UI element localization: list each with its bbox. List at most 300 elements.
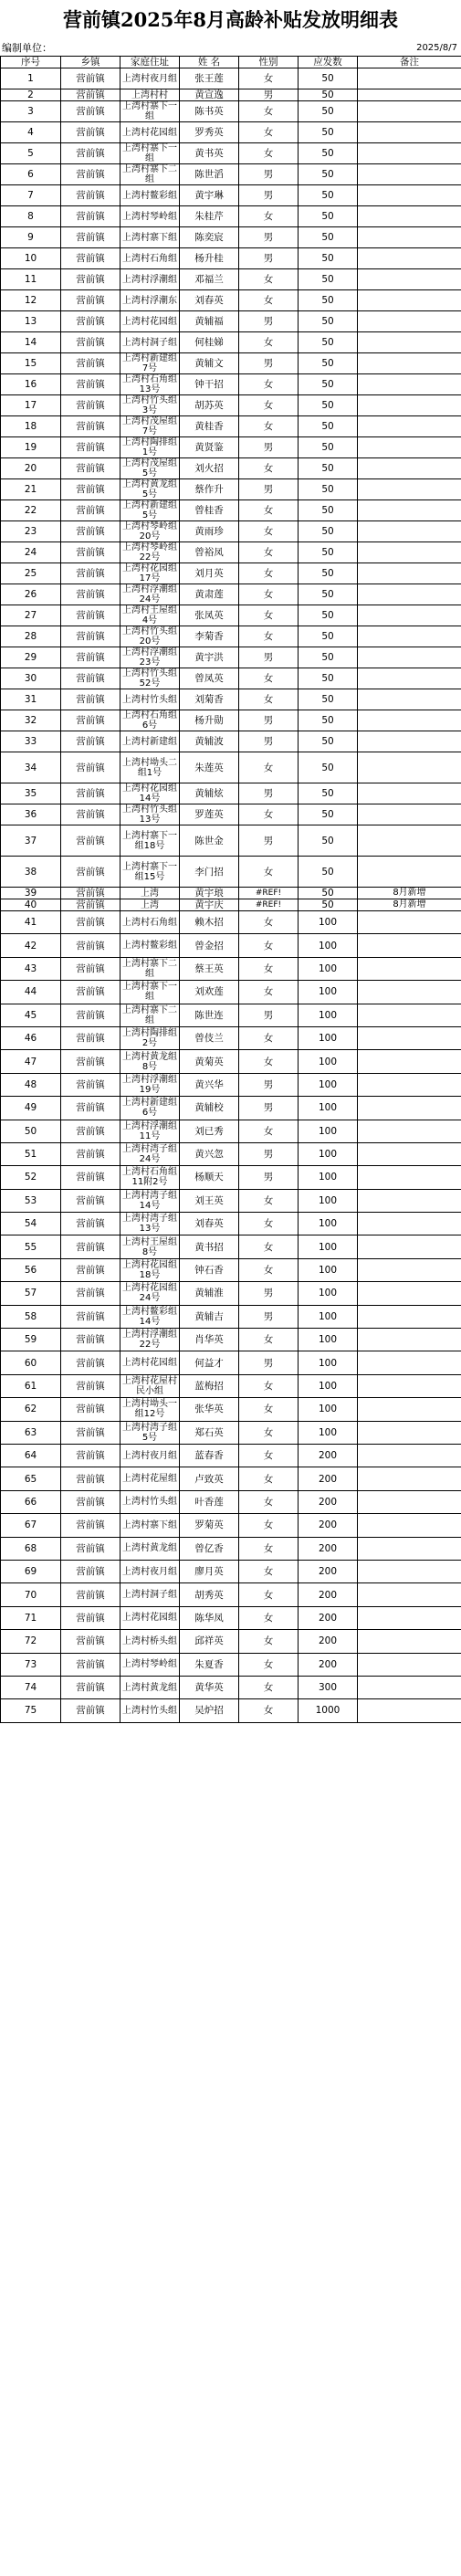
cell-sex: 女 bbox=[239, 395, 299, 416]
cell-no: 67 bbox=[1, 1514, 61, 1537]
cell-address: 上湾村寨下一组 bbox=[120, 981, 180, 1004]
cell-town: 营前镇 bbox=[61, 934, 120, 957]
cell-amount: 100 bbox=[299, 1351, 358, 1374]
table-row bbox=[1, 899, 461, 911]
cell-address: 上湾村竹头组13号 bbox=[120, 804, 180, 825]
table-row bbox=[1, 981, 461, 1004]
cell-address: 上湾村浮潮组19号 bbox=[120, 1073, 180, 1096]
cell-amount: 100 bbox=[299, 1282, 358, 1305]
table-row bbox=[1, 311, 461, 332]
cell-no: 26 bbox=[1, 584, 61, 605]
cell-no: 46 bbox=[1, 1026, 61, 1049]
cell-name: 钟干招 bbox=[180, 374, 239, 395]
cell-no: 58 bbox=[1, 1305, 61, 1328]
cell-address: 上湾村黄龙组8号 bbox=[120, 1050, 180, 1073]
cell-no: 36 bbox=[1, 804, 61, 825]
cell-name: 朱莲英 bbox=[180, 752, 239, 783]
cell-amount: 50 bbox=[299, 710, 358, 731]
table-row bbox=[1, 1282, 461, 1305]
table-row bbox=[1, 1166, 461, 1189]
cell-address: 上湾村浮潮组 bbox=[120, 269, 180, 290]
cell-amount: 50 bbox=[299, 122, 358, 143]
cell-address: 上湾村鳌彩组14号 bbox=[120, 1305, 180, 1328]
cell-town: 营前镇 bbox=[61, 1166, 120, 1189]
cell-town: 营前镇 bbox=[61, 1213, 120, 1235]
cell-sex: 女 bbox=[239, 626, 299, 647]
table-row bbox=[1, 888, 461, 899]
cell-sex: 女 bbox=[239, 143, 299, 164]
cell-name: 杨升桂 bbox=[180, 248, 239, 269]
cell-note bbox=[358, 1073, 461, 1096]
cell-note bbox=[358, 1142, 461, 1165]
cell-note bbox=[358, 248, 461, 269]
table-row bbox=[1, 1073, 461, 1096]
cell-address: 上湾村王屋组8号 bbox=[120, 1235, 180, 1258]
cell-note bbox=[358, 605, 461, 626]
cell-note bbox=[358, 563, 461, 584]
cell-no: 19 bbox=[1, 437, 61, 458]
cell-amount: 50 bbox=[299, 563, 358, 584]
cell-note bbox=[358, 1351, 461, 1374]
cell-address: 上湾村琴岭组20号 bbox=[120, 521, 180, 542]
cell-no: 61 bbox=[1, 1374, 61, 1397]
cell-note bbox=[358, 227, 461, 248]
cell-sex: 女 bbox=[239, 981, 299, 1004]
table-row bbox=[1, 1305, 461, 1328]
cell-town: 营前镇 bbox=[61, 1235, 120, 1258]
cell-town: 营前镇 bbox=[61, 248, 120, 269]
sheet-date: 2025/8/7 bbox=[416, 43, 457, 53]
table-row bbox=[1, 1444, 461, 1467]
cell-no: 63 bbox=[1, 1421, 61, 1444]
cell-address: 上湾村浮潮组22号 bbox=[120, 1329, 180, 1351]
cell-town: 营前镇 bbox=[61, 1305, 120, 1328]
cell-address: 上湾村坳头二组1号 bbox=[120, 752, 180, 783]
cell-address: 上湾村石角组6号 bbox=[120, 710, 180, 731]
table-row bbox=[1, 1514, 461, 1537]
cell-name: 黄宇琳 bbox=[180, 185, 239, 206]
cell-sex: 男 bbox=[239, 710, 299, 731]
cell-sex: 女 bbox=[239, 1514, 299, 1537]
cell-name: 黄兴忽 bbox=[180, 1142, 239, 1165]
cell-note bbox=[358, 1398, 461, 1421]
cell-address: 上湾村湾子组13号 bbox=[120, 1213, 180, 1235]
cell-note bbox=[358, 122, 461, 143]
cell-town: 营前镇 bbox=[61, 374, 120, 395]
cell-amount: 50 bbox=[299, 888, 358, 899]
cell-amount: 100 bbox=[299, 1142, 358, 1165]
table-row bbox=[1, 934, 461, 957]
cell-no: 69 bbox=[1, 1560, 61, 1582]
cell-town: 营前镇 bbox=[61, 752, 120, 783]
cell-address: 上湾村夜月组 bbox=[120, 1560, 180, 1582]
sheet-meta bbox=[0, 40, 461, 56]
cell-amount: 200 bbox=[299, 1490, 358, 1513]
cell-town: 营前镇 bbox=[61, 521, 120, 542]
cell-no: 57 bbox=[1, 1282, 61, 1305]
cell-amount: 50 bbox=[299, 101, 358, 122]
cell-note bbox=[358, 957, 461, 980]
table-row bbox=[1, 1329, 461, 1351]
col-header-amount: 应发数 bbox=[299, 57, 358, 68]
cell-no: 8 bbox=[1, 206, 61, 227]
cell-address: 上湾村寨下组 bbox=[120, 1514, 180, 1537]
cell-no: 24 bbox=[1, 542, 61, 563]
cell-sex: 男 bbox=[239, 1166, 299, 1189]
cell-no: 60 bbox=[1, 1351, 61, 1374]
cell-amount: 100 bbox=[299, 1189, 358, 1212]
cell-address: 上湾村寨下一组18号 bbox=[120, 825, 180, 857]
cell-name: 黄辅福 bbox=[180, 311, 239, 332]
cell-amount: 100 bbox=[299, 1398, 358, 1421]
cell-no: 51 bbox=[1, 1142, 61, 1165]
cell-sex: 女 bbox=[239, 1421, 299, 1444]
cell-note bbox=[358, 479, 461, 500]
cell-address: 上湾村花屋组 bbox=[120, 1467, 180, 1490]
cell-note bbox=[358, 1050, 461, 1073]
cell-town: 营前镇 bbox=[61, 888, 120, 899]
cell-no: 14 bbox=[1, 332, 61, 353]
cell-town: 营前镇 bbox=[61, 290, 120, 311]
cell-name: 杨升勋 bbox=[180, 710, 239, 731]
cell-amount: 50 bbox=[299, 542, 358, 563]
cell-name: 郑石英 bbox=[180, 1421, 239, 1444]
table-row bbox=[1, 1699, 461, 1722]
cell-address: 上湾村夜月组 bbox=[120, 1444, 180, 1467]
cell-note: 8月新增 bbox=[358, 888, 461, 899]
cell-sex: 女 bbox=[239, 1560, 299, 1582]
cell-sex: 男 bbox=[239, 185, 299, 206]
cell-no: 16 bbox=[1, 374, 61, 395]
cell-name: 刘春英 bbox=[180, 1213, 239, 1235]
cell-address: 上湾村琴岭组22号 bbox=[120, 542, 180, 563]
cell-sex: 女 bbox=[239, 689, 299, 710]
cell-amount: 50 bbox=[299, 185, 358, 206]
cell-town: 营前镇 bbox=[61, 710, 120, 731]
cell-sex: 女 bbox=[239, 563, 299, 584]
col-header-sex: 性别 bbox=[239, 57, 299, 68]
table-row bbox=[1, 752, 461, 783]
cell-name: 蓝梅招 bbox=[180, 1374, 239, 1397]
cell-amount: 50 bbox=[299, 353, 358, 374]
cell-sex: 男 bbox=[239, 1004, 299, 1026]
cell-town: 营前镇 bbox=[61, 1653, 120, 1676]
cell-no: 45 bbox=[1, 1004, 61, 1026]
cell-town: 营前镇 bbox=[61, 911, 120, 934]
cell-note bbox=[358, 1467, 461, 1490]
cell-amount: 50 bbox=[299, 804, 358, 825]
cell-amount: 50 bbox=[299, 290, 358, 311]
cell-note bbox=[358, 353, 461, 374]
cell-address: 上湾村湾子组24号 bbox=[120, 1142, 180, 1165]
cell-name: 何桂娣 bbox=[180, 332, 239, 353]
cell-address: 上湾 bbox=[120, 888, 180, 899]
cell-town: 营前镇 bbox=[61, 563, 120, 584]
cell-town: 营前镇 bbox=[61, 857, 120, 888]
cell-amount: 50 bbox=[299, 825, 358, 857]
cell-no: 38 bbox=[1, 857, 61, 888]
table-row bbox=[1, 668, 461, 689]
cell-sex: 男 bbox=[239, 1305, 299, 1328]
cell-sex: 男 bbox=[239, 479, 299, 500]
cell-no: 72 bbox=[1, 1630, 61, 1653]
table-row bbox=[1, 1537, 461, 1560]
cell-town: 营前镇 bbox=[61, 122, 120, 143]
cell-no: 55 bbox=[1, 1235, 61, 1258]
cell-address: 上湾村湾子组5号 bbox=[120, 1421, 180, 1444]
cell-address: 上湾村寨下一组15号 bbox=[120, 857, 180, 888]
cell-address: 上湾村琴岭组 bbox=[120, 206, 180, 227]
cell-name: 黄辅波 bbox=[180, 731, 239, 752]
cell-amount: 100 bbox=[299, 1097, 358, 1120]
cell-sex: 女 bbox=[239, 1050, 299, 1073]
cell-amount: 50 bbox=[299, 395, 358, 416]
cell-note bbox=[358, 101, 461, 122]
cell-sex: 女 bbox=[239, 1398, 299, 1421]
cell-town: 营前镇 bbox=[61, 227, 120, 248]
cell-town: 营前镇 bbox=[61, 1189, 120, 1212]
cell-name: 刘火招 bbox=[180, 458, 239, 479]
cell-town: 营前镇 bbox=[61, 731, 120, 752]
cell-address: 上湾村竹头组 bbox=[120, 1699, 180, 1722]
cell-town: 营前镇 bbox=[61, 1444, 120, 1467]
cell-address: 上湾村浮潮组11号 bbox=[120, 1120, 180, 1142]
cell-note bbox=[358, 1004, 461, 1026]
cell-amount: 50 bbox=[299, 899, 358, 911]
cell-address: 上湾村洞子组 bbox=[120, 332, 180, 353]
cell-name: 黄宇庆 bbox=[180, 899, 239, 911]
cell-no: 47 bbox=[1, 1050, 61, 1073]
cell-no: 74 bbox=[1, 1676, 61, 1698]
cell-name: 刘春英 bbox=[180, 290, 239, 311]
cell-note bbox=[358, 668, 461, 689]
cell-name: 曾亿香 bbox=[180, 1537, 239, 1560]
cell-name: 黄桂香 bbox=[180, 416, 239, 437]
cell-no: 40 bbox=[1, 899, 61, 911]
cell-town: 营前镇 bbox=[61, 1421, 120, 1444]
cell-address: 上湾村鳌彩组 bbox=[120, 185, 180, 206]
cell-no: 5 bbox=[1, 143, 61, 164]
cell-town: 营前镇 bbox=[61, 1050, 120, 1073]
cell-amount: 50 bbox=[299, 269, 358, 290]
cell-name: 黄菊英 bbox=[180, 1050, 239, 1073]
cell-sex: 女 bbox=[239, 1258, 299, 1281]
cell-name: 李菊香 bbox=[180, 626, 239, 647]
cell-address: 上湾村黄龙组 bbox=[120, 1676, 180, 1698]
cell-town: 营前镇 bbox=[61, 164, 120, 185]
table-row bbox=[1, 1050, 461, 1073]
cell-name: 蔡王英 bbox=[180, 957, 239, 980]
cell-note bbox=[358, 783, 461, 804]
cell-name: 肖华英 bbox=[180, 1329, 239, 1351]
cell-name: 黄雨珍 bbox=[180, 521, 239, 542]
cell-name: 刘王英 bbox=[180, 1189, 239, 1212]
table-row bbox=[1, 290, 461, 311]
cell-note bbox=[358, 1258, 461, 1281]
cell-town: 营前镇 bbox=[61, 1676, 120, 1698]
table-row bbox=[1, 1490, 461, 1513]
table-row bbox=[1, 1142, 461, 1165]
cell-sex: 女 bbox=[239, 1537, 299, 1560]
table-row bbox=[1, 1258, 461, 1281]
cell-no: 52 bbox=[1, 1166, 61, 1189]
cell-no: 39 bbox=[1, 888, 61, 899]
table-row bbox=[1, 1421, 461, 1444]
cell-town: 营前镇 bbox=[61, 1630, 120, 1653]
cell-note bbox=[358, 1166, 461, 1189]
table-row bbox=[1, 1097, 461, 1120]
cell-no: 13 bbox=[1, 311, 61, 332]
cell-amount: 100 bbox=[299, 1235, 358, 1258]
cell-sex: 女 bbox=[239, 1630, 299, 1653]
cell-note bbox=[358, 143, 461, 164]
cell-no: 56 bbox=[1, 1258, 61, 1281]
cell-town: 营前镇 bbox=[61, 479, 120, 500]
cell-no: 50 bbox=[1, 1120, 61, 1142]
cell-note bbox=[358, 752, 461, 783]
cell-no: 66 bbox=[1, 1490, 61, 1513]
cell-amount: 200 bbox=[299, 1560, 358, 1582]
cell-no: 64 bbox=[1, 1444, 61, 1467]
table-row bbox=[1, 1213, 461, 1235]
cell-note bbox=[358, 1026, 461, 1049]
cell-no: 49 bbox=[1, 1097, 61, 1120]
cell-town: 营前镇 bbox=[61, 605, 120, 626]
cell-no: 59 bbox=[1, 1329, 61, 1351]
table-row bbox=[1, 269, 461, 290]
cell-amount: 100 bbox=[299, 934, 358, 957]
cell-town: 营前镇 bbox=[61, 899, 120, 911]
cell-town: 营前镇 bbox=[61, 437, 120, 458]
cell-amount: 200 bbox=[299, 1630, 358, 1653]
cell-address: 上湾村竹头组 bbox=[120, 1490, 180, 1513]
cell-amount: 50 bbox=[299, 206, 358, 227]
cell-address: 上湾村石角组 bbox=[120, 911, 180, 934]
cell-amount: 100 bbox=[299, 1050, 358, 1073]
cell-amount: 100 bbox=[299, 1166, 358, 1189]
cell-no: 11 bbox=[1, 269, 61, 290]
subsidy-table bbox=[0, 56, 461, 1723]
cell-note bbox=[358, 1097, 461, 1120]
cell-no: 41 bbox=[1, 911, 61, 934]
cell-no: 70 bbox=[1, 1583, 61, 1606]
cell-sex: 女 bbox=[239, 1653, 299, 1676]
cell-address: 上湾村花园组 bbox=[120, 311, 180, 332]
cell-town: 营前镇 bbox=[61, 957, 120, 980]
table-row bbox=[1, 248, 461, 269]
table-row bbox=[1, 710, 461, 731]
cell-no: 62 bbox=[1, 1398, 61, 1421]
table-row bbox=[1, 1351, 461, 1374]
cell-amount: 100 bbox=[299, 911, 358, 934]
cell-town: 营前镇 bbox=[61, 458, 120, 479]
cell-address: 上湾村新建组 bbox=[120, 731, 180, 752]
cell-sex: 女 bbox=[239, 934, 299, 957]
cell-no: 37 bbox=[1, 825, 61, 857]
cell-sex: 女 bbox=[239, 1444, 299, 1467]
cell-address: 上湾村夜月组 bbox=[120, 68, 180, 89]
cell-no: 32 bbox=[1, 710, 61, 731]
cell-amount: 100 bbox=[299, 1026, 358, 1049]
table-row bbox=[1, 1467, 461, 1490]
cell-address: 上湾村桥头组 bbox=[120, 1630, 180, 1653]
table-row bbox=[1, 458, 461, 479]
cell-name: 何益才 bbox=[180, 1351, 239, 1374]
cell-amount: 50 bbox=[299, 731, 358, 752]
cell-no: 34 bbox=[1, 752, 61, 783]
cell-amount: 1000 bbox=[299, 1699, 358, 1722]
cell-address: 上湾村石角组 bbox=[120, 248, 180, 269]
col-header-address: 家庭住址 bbox=[120, 57, 180, 68]
cell-sex: 女 bbox=[239, 521, 299, 542]
cell-name: 张华英 bbox=[180, 1398, 239, 1421]
cell-name: 曾伎兰 bbox=[180, 1026, 239, 1049]
cell-name: 陈世滔 bbox=[180, 164, 239, 185]
cell-amount: 100 bbox=[299, 957, 358, 980]
cell-no: 10 bbox=[1, 248, 61, 269]
cell-sex: 男 bbox=[239, 1073, 299, 1096]
cell-town: 营前镇 bbox=[61, 1398, 120, 1421]
cell-amount: 50 bbox=[299, 521, 358, 542]
cell-note bbox=[358, 374, 461, 395]
cell-sex: 女 bbox=[239, 911, 299, 934]
cell-amount: 50 bbox=[299, 416, 358, 437]
cell-sex: 女 bbox=[239, 957, 299, 980]
cell-amount: 200 bbox=[299, 1583, 358, 1606]
cell-no: 44 bbox=[1, 981, 61, 1004]
cell-name: 吴炉招 bbox=[180, 1699, 239, 1722]
cell-address: 上湾村寨下二组 bbox=[120, 957, 180, 980]
cell-address: 上湾村村 bbox=[120, 89, 180, 101]
cell-address: 上湾村石角组13号 bbox=[120, 374, 180, 395]
cell-note bbox=[358, 164, 461, 185]
cell-amount: 50 bbox=[299, 584, 358, 605]
cell-town: 营前镇 bbox=[61, 353, 120, 374]
table-row bbox=[1, 227, 461, 248]
cell-sex: 女 bbox=[239, 68, 299, 89]
cell-sex: 女 bbox=[239, 542, 299, 563]
cell-name: 廖月英 bbox=[180, 1560, 239, 1582]
table-row bbox=[1, 1676, 461, 1698]
table-row bbox=[1, 563, 461, 584]
cell-note bbox=[358, 1630, 461, 1653]
cell-sex: 男 bbox=[239, 731, 299, 752]
cell-note bbox=[358, 1374, 461, 1397]
cell-name: 邱祥英 bbox=[180, 1630, 239, 1653]
cell-note bbox=[358, 857, 461, 888]
cell-note bbox=[358, 1490, 461, 1513]
cell-name: 朱夏香 bbox=[180, 1653, 239, 1676]
cell-sex: 男 bbox=[239, 311, 299, 332]
cell-address: 上湾村花园组 bbox=[120, 1606, 180, 1629]
cell-name: 李门招 bbox=[180, 857, 239, 888]
cell-note bbox=[358, 1282, 461, 1305]
cell-sex: 女 bbox=[239, 1120, 299, 1142]
cell-name: 曾凤英 bbox=[180, 668, 239, 689]
cell-sex: 女 bbox=[239, 1699, 299, 1722]
cell-amount: 200 bbox=[299, 1514, 358, 1537]
cell-no: 22 bbox=[1, 500, 61, 521]
cell-town: 营前镇 bbox=[61, 1120, 120, 1142]
cell-no: 4 bbox=[1, 122, 61, 143]
cell-sex: 男 bbox=[239, 647, 299, 668]
table-row bbox=[1, 911, 461, 934]
cell-note bbox=[358, 626, 461, 647]
cell-address: 上湾村花园组 bbox=[120, 122, 180, 143]
cell-sex: 女 bbox=[239, 1583, 299, 1606]
cell-amount: 100 bbox=[299, 1421, 358, 1444]
cell-no: 54 bbox=[1, 1213, 61, 1235]
